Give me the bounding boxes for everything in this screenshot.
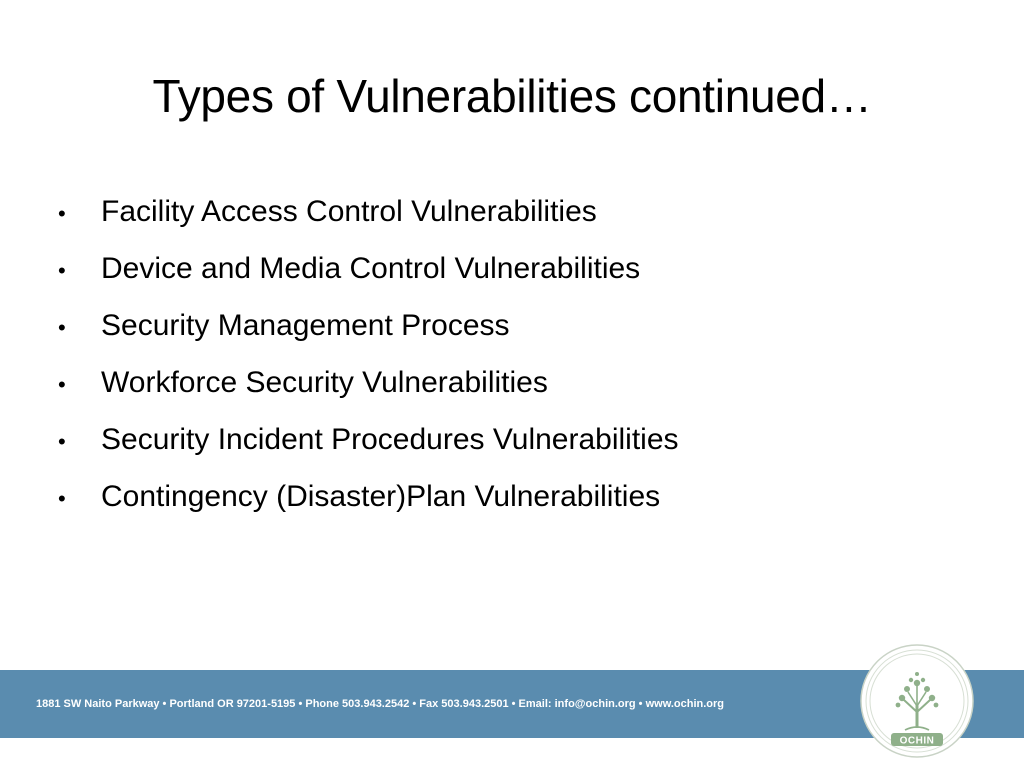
bullet-glyph: • (58, 429, 66, 454)
logo-text: OCHIN (899, 735, 935, 747)
bullet-glyph: • (58, 486, 66, 511)
list-item (58, 183, 679, 240)
bullet-list (58, 183, 679, 525)
bullet-glyph: • (58, 201, 66, 226)
bullet-glyph: • (58, 315, 66, 340)
tree-logo-icon (858, 642, 976, 760)
list-item (58, 297, 679, 354)
ochin-logo (858, 642, 976, 760)
bullet-glyph: • (58, 372, 66, 397)
list-item (58, 354, 679, 411)
list-item (58, 468, 679, 525)
bullet-text: Security Incident Procedures Vulnerabilities (101, 423, 679, 456)
bullet-text: Contingency (Disaster)Plan Vulnerabilities (101, 480, 661, 513)
list-item (58, 240, 679, 297)
bullet-glyph: • (58, 258, 66, 283)
list-item (58, 411, 679, 468)
bullet-text: Facility Access Control Vulnerabilities (101, 195, 597, 228)
bullet-text: Workforce Security Vulnerabilities (101, 366, 548, 399)
bullet-text: Device and Media Control Vulnerabilities (101, 252, 641, 285)
footer-contact-text: 1881 SW Naito Parkway • Portland OR 97201-5195 • Phone 503.943.2542 • Fax 503.943.2501 • Email: info@ochin.org • www.ochin.org (36, 698, 725, 710)
slide-title: Types of Vulnerabilities continued… (152, 70, 872, 122)
bullet-text: Security Management Process (101, 309, 510, 342)
